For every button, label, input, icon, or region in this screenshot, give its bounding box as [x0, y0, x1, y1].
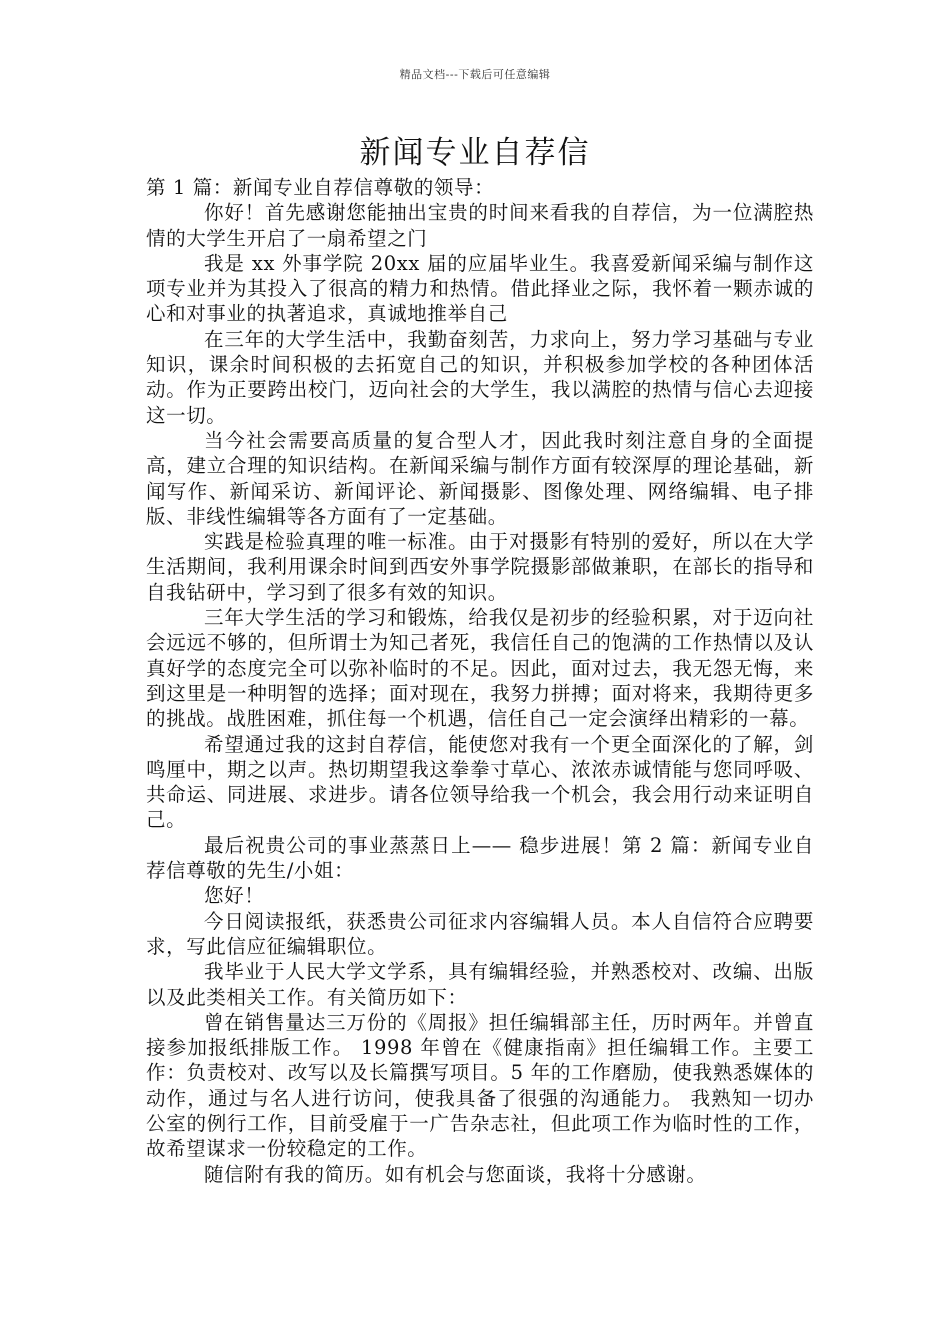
paragraph: 你好！首先感谢您能抽出宝贵的时间来看我的自荐信，为一位满腔热情的大学生开启了一扇希望之门	[146, 201, 814, 250]
letter-body	[146, 175, 814, 1187]
paragraph: 实践是检验真理的唯一标准。由于对摄影有特别的爱好，所以在大学生活期间，我利用课余时间到西安外事学院摄影部做兼职，在部长的指导和自我钻研中，学习到了很多有效的知识。	[146, 530, 814, 604]
paragraph: 随信附有我的简历。如有机会与您面谈，我将十分感谢。	[204, 1162, 707, 1186]
paragraph: 当今社会需要高质量的复合型人才，因此我时刻注意自身的全面提高，建立合理的知识结构。在新闻采编与制作方面有较深厚的理论基础，新闻写作、新闻采访、新闻评论、新闻摄影、图像处理、网络编辑、电子排版、非线性编辑等各方面有了一定基础。	[146, 428, 814, 528]
paragraph: 我是 xx 外事学院 20xx 届的应届毕业生。我喜爱新闻采编与制作这项专业并为其投入了很高的精力和热情。借此择业之际，我怀着一颗赤诚的心和对事业的执著追求，真诚地推举自己	[146, 251, 814, 326]
paragraph: 我毕业于人民大学文学系，具有编辑经验，并熟悉校对、改编、出版以及此类相关工作。有关简历如下：	[146, 960, 814, 1009]
paragraph: 希望通过我的这封自荐信，能使您对我有一个更全面深化的了解，剑鸣厘中，期之以声。热切期望我这拳拳寸草心、浓浓赤诚情能与您同呼吸、共命运、同进展、求进步。请各位领导给我一个机会，我会用行动来证明自己。	[146, 732, 814, 832]
paragraph: 您好！	[204, 884, 265, 908]
paragraph: 今日阅读报纸，获悉贵公司征求内容编辑人员。本人自信符合应聘要求，写此信应征编辑职位。	[146, 909, 814, 958]
paragraph: 第 1 篇：新闻专业自荐信尊敬的领导：	[146, 176, 495, 199]
paragraph: 最后祝贵公司的事业蒸蒸日上—— 稳步进展！第 2 篇：新闻专业自荐信尊敬的先生/小姐：	[146, 833, 814, 883]
header-note: 精品文档---下载后可任意编辑	[399, 68, 551, 81]
paragraph: 在三年的大学生活中，我勤奋刻苦，力求向上，努力学习基础与专业知识，课余时间积极的去拓宽自己的知识，并积极参加学校的各种团体活动。作为正要跨出校门，迈向社会的大学生，我以满腔的热情与信心去迎接这一切。	[146, 327, 814, 427]
paragraph: 曾在销售量达三万份的《周报》担任编辑部主任，历时两年。并曾直接参加报纸排版工作。 1998 年曾在《健康指南》担任编辑工作。主要工作：负责校对、改写以及长篇撰写项目。5 年的工作磨励，使我熟悉媒体的动作，通过与名人进行访问，使我具备了很强的沟通能力。 我熟知一切办公室的例行工作，目前受雇于一广告杂志社，但此项工作为临时性的工作，故希望谋求一份较稳定的工作。	[146, 1010, 814, 1161]
document-title: 新闻专业自荐信	[359, 135, 591, 171]
paragraph: 三年大学生活的学习和锻炼，给我仅是初步的经验积累，对于迈向社会远远不够的，但所谓士为知己者死，我信任自己的饱满的工作热情以及认真好学的态度完全可以弥补临时的不足。因此，面对过去，我无怨无悔，来到这里是一种明智的选择；面对现在，我努力拼搏；面对将来，我期待更多的挑战。战胜困难，抓住每一个机遇，信任自己一定会演绎出精彩的一幕。	[146, 606, 814, 731]
